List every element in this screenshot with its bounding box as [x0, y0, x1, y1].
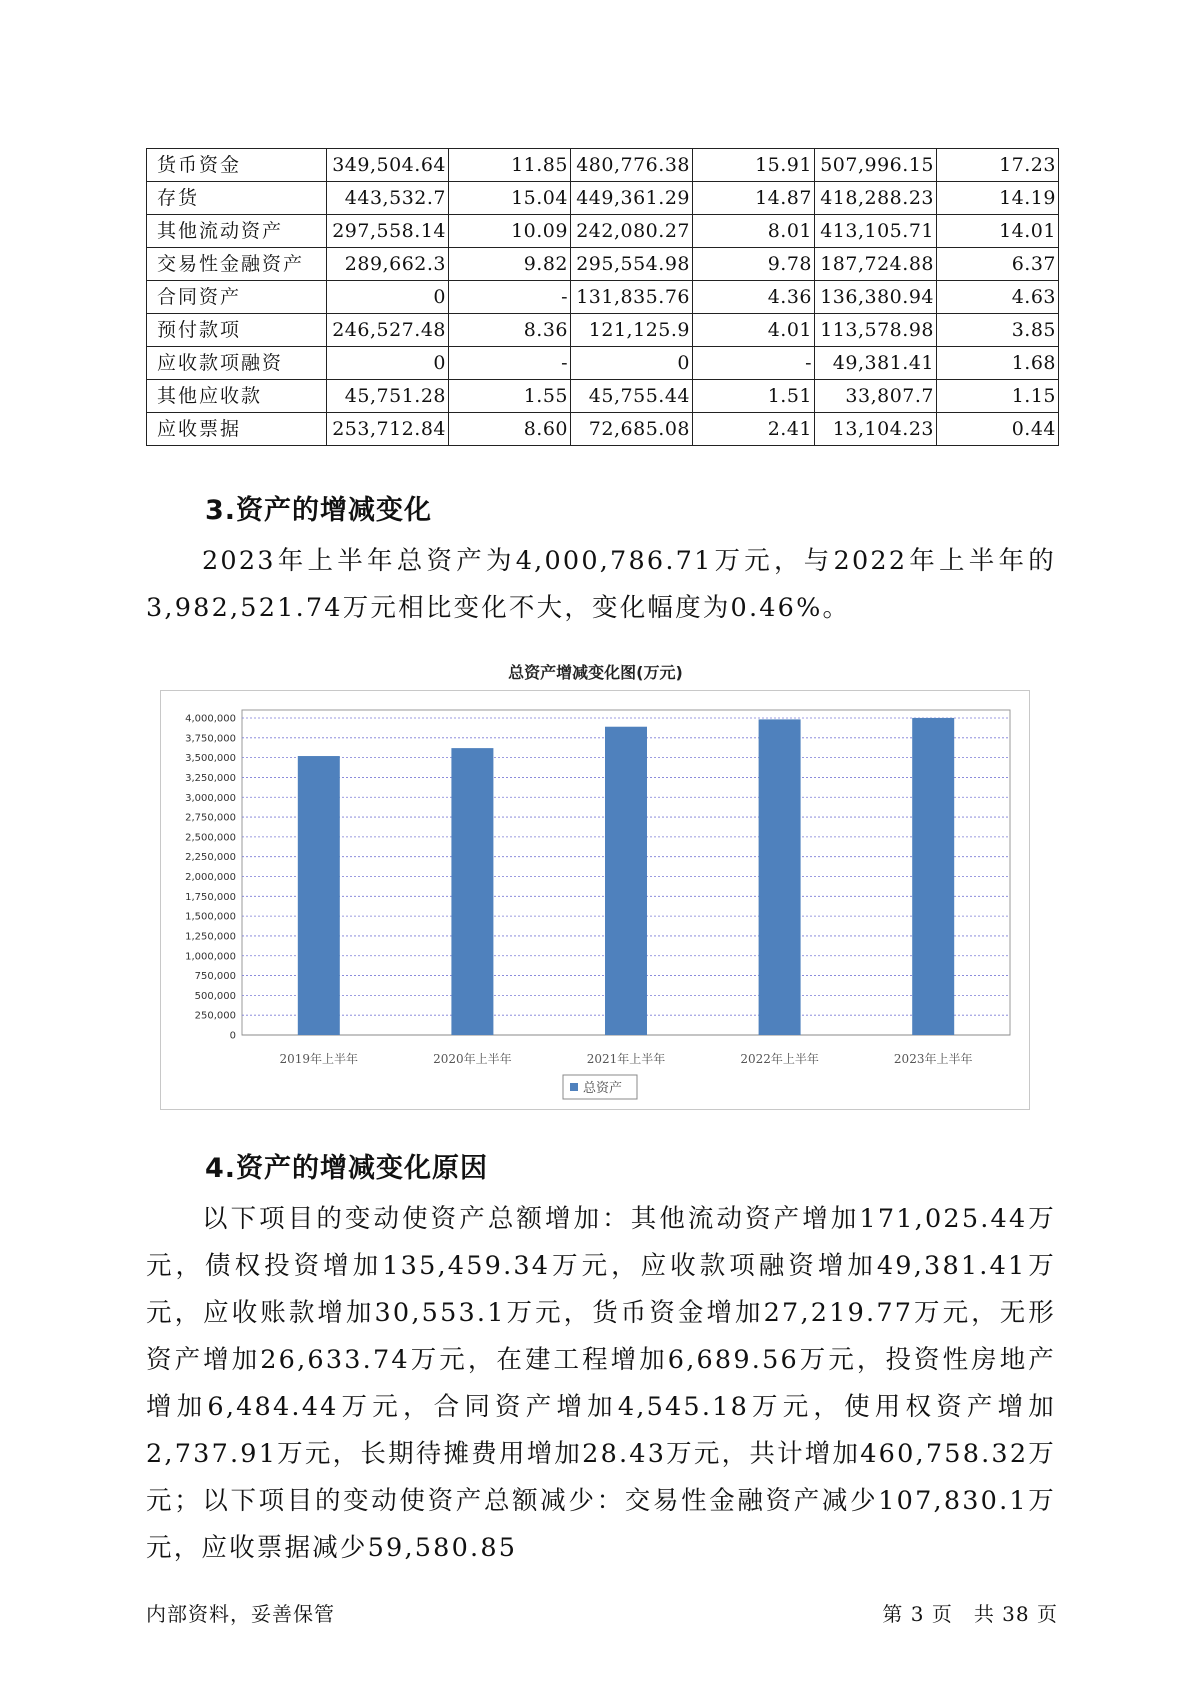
- y-tick-label: 250,000: [194, 1010, 236, 1022]
- table-row: [147, 215, 1059, 248]
- table-row: [147, 281, 1059, 314]
- y-tick-label: 2,000,000: [185, 872, 236, 883]
- table-cell: 136,380.94: [815, 281, 937, 314]
- x-tick-label: 2022年上半年: [740, 1052, 819, 1066]
- table-cell: 0: [327, 347, 449, 380]
- footer-page-number: 第 3 页 共 38 页: [882, 1602, 1058, 1626]
- section3-heading: 3.资产的增减变化: [205, 495, 433, 526]
- table-row: [147, 314, 1059, 347]
- table-cell: 33,807.7: [815, 380, 937, 413]
- table-cell: 0: [571, 347, 693, 380]
- y-tick-label: 3,500,000: [185, 753, 236, 765]
- table-cell: 3.85: [937, 314, 1059, 347]
- row-label: 预付款项: [147, 314, 327, 347]
- table-cell: 113,578.98: [815, 314, 937, 347]
- legend-label: 总资产: [583, 1081, 623, 1096]
- section4-heading: 4.资产的增减变化原因: [205, 1153, 489, 1184]
- table-cell: 480,776.38: [571, 149, 693, 182]
- table-cell: 13,104.23: [815, 413, 937, 446]
- table-cell: 4.36: [693, 281, 815, 314]
- y-tick-label: 2,750,000: [185, 812, 236, 824]
- table-cell: 11.85: [449, 149, 571, 182]
- y-tick-label: 1,750,000: [185, 891, 236, 903]
- row-label: 应收款项融资: [147, 347, 327, 380]
- footer-confidential: 内部资料，妥善保管: [146, 1602, 335, 1626]
- table-cell: 121,125.9: [571, 314, 693, 347]
- row-label: 合同资产: [147, 281, 327, 314]
- table-cell: 45,751.28: [327, 380, 449, 413]
- table-cell: 131,835.76: [571, 281, 693, 314]
- bar: [298, 756, 340, 1035]
- table-cell: 10.09: [449, 215, 571, 248]
- table-cell: -: [693, 347, 815, 380]
- table-cell: 15.04: [449, 182, 571, 215]
- legend-swatch: [570, 1083, 578, 1091]
- table-row: [147, 149, 1059, 182]
- y-tick-label: 1,250,000: [185, 931, 236, 943]
- x-tick-label: 2020年上半年: [433, 1052, 512, 1066]
- table-cell: 443,532.7: [327, 182, 449, 215]
- table-cell: 1.55: [449, 380, 571, 413]
- x-tick-label: 2023年上半年: [893, 1052, 973, 1066]
- bar: [912, 718, 954, 1035]
- row-label: 其他应收款: [147, 380, 327, 413]
- table-cell: 242,080.27: [571, 215, 693, 248]
- y-tick-label: 2,500,000: [185, 832, 236, 844]
- row-label: 存货: [147, 182, 327, 215]
- x-tick-label: 2019年上半年: [279, 1052, 359, 1066]
- table-cell: 289,662.3: [327, 248, 449, 281]
- table-row: [147, 380, 1059, 413]
- table-cell: 0.44: [937, 413, 1059, 446]
- table-cell: 45,755.44: [571, 380, 693, 413]
- table-cell: 418,288.23: [815, 182, 937, 215]
- x-tick-label: 2021年上半年: [586, 1052, 666, 1066]
- table-cell: 2.41: [693, 413, 815, 446]
- table-cell: 8.60: [449, 413, 571, 446]
- table-cell: 0: [327, 281, 449, 314]
- table-cell: 14.01: [937, 215, 1059, 248]
- table-cell: 297,558.14: [327, 215, 449, 248]
- table-cell: -: [449, 281, 571, 314]
- section4-paragraph: 以下项目的变动使资产总额增加：其他流动资产增加171,025.44万元，债权投资增加135,459.34万元，应收款项融资增加49,381.41万元，应收账款增加30,553.1万元，货币资金增加27,219.77万元，无形资产增加26,633.74万元，在建工程增加6,689.56万元，投资性房地产增加6,484.44万元，合同资产增加4,545.18万元，使用权资产增加2,737.91万元，长期待摊费用增加28.43万元，共计增加460,758.32万元；以下项目的变动使资产总额减少：交易性金融资产减少107,830.1万元，应收票据减少59,580.85: [146, 1204, 1056, 1563]
- table-cell: 14.87: [693, 182, 815, 215]
- y-tick-label: 3,250,000: [185, 772, 236, 784]
- table-cell: 4.63: [937, 281, 1059, 314]
- bar: [605, 727, 647, 1035]
- table-cell: 4.01: [693, 314, 815, 347]
- table-cell: 187,724.88: [815, 248, 937, 281]
- table-cell: 49,381.41: [815, 347, 937, 380]
- row-label: 应收票据: [147, 413, 327, 446]
- y-tick-label: 3,750,000: [185, 733, 236, 745]
- table-cell: 349,504.64: [327, 149, 449, 182]
- table-cell: 507,996.15: [815, 149, 937, 182]
- total-assets-bar-chart: [160, 690, 1030, 1110]
- y-tick-label: 750,000: [194, 971, 236, 983]
- table-cell: 15.91: [693, 149, 815, 182]
- section3-paragraph: 2023年上半年总资产为4,000,786.71万元，与2022年上半年的3,982,521.74万元相比变化不大，变化幅度为0.46%。: [146, 546, 1056, 623]
- table-cell: 413,105.71: [815, 215, 937, 248]
- table-cell: 6.37: [937, 248, 1059, 281]
- y-tick-label: 0: [229, 1030, 236, 1042]
- table-cell: 295,554.98: [571, 248, 693, 281]
- table-row: [147, 248, 1059, 281]
- y-tick-label: 4,000,000: [185, 713, 236, 725]
- chart-title: 总资产增减变化图(万元): [508, 663, 683, 682]
- asset-table: [146, 148, 1059, 446]
- row-label: 其他流动资产: [147, 215, 327, 248]
- table-cell: 1.68: [937, 347, 1059, 380]
- chart-legend: [563, 1075, 637, 1099]
- table-cell: 17.23: [937, 149, 1059, 182]
- y-tick-label: 500,000: [194, 990, 236, 1002]
- table-cell: 449,361.29: [571, 182, 693, 215]
- table-row: [147, 347, 1059, 380]
- table-row: [147, 182, 1059, 215]
- table-cell: 246,527.48: [327, 314, 449, 347]
- y-tick-label: 1,000,000: [185, 951, 236, 963]
- y-tick-label: 2,250,000: [185, 852, 236, 864]
- table-cell: 8.36: [449, 314, 571, 347]
- row-label: 交易性金融资产: [147, 248, 327, 281]
- bar: [451, 748, 493, 1035]
- table-cell: 1.15: [937, 380, 1059, 413]
- y-tick-label: 3,000,000: [185, 792, 236, 804]
- table-cell: 9.82: [449, 248, 571, 281]
- table-cell: 72,685.08: [571, 413, 693, 446]
- table-cell: 1.51: [693, 380, 815, 413]
- table-cell: 8.01: [693, 215, 815, 248]
- y-tick-label: 1,500,000: [185, 911, 236, 923]
- table-row: [147, 413, 1059, 446]
- table-cell: 9.78: [693, 248, 815, 281]
- table-cell: -: [449, 347, 571, 380]
- bar: [759, 719, 801, 1035]
- table-cell: 253,712.84: [327, 413, 449, 446]
- row-label: 货币资金: [147, 149, 327, 182]
- table-cell: 14.19: [937, 182, 1059, 215]
